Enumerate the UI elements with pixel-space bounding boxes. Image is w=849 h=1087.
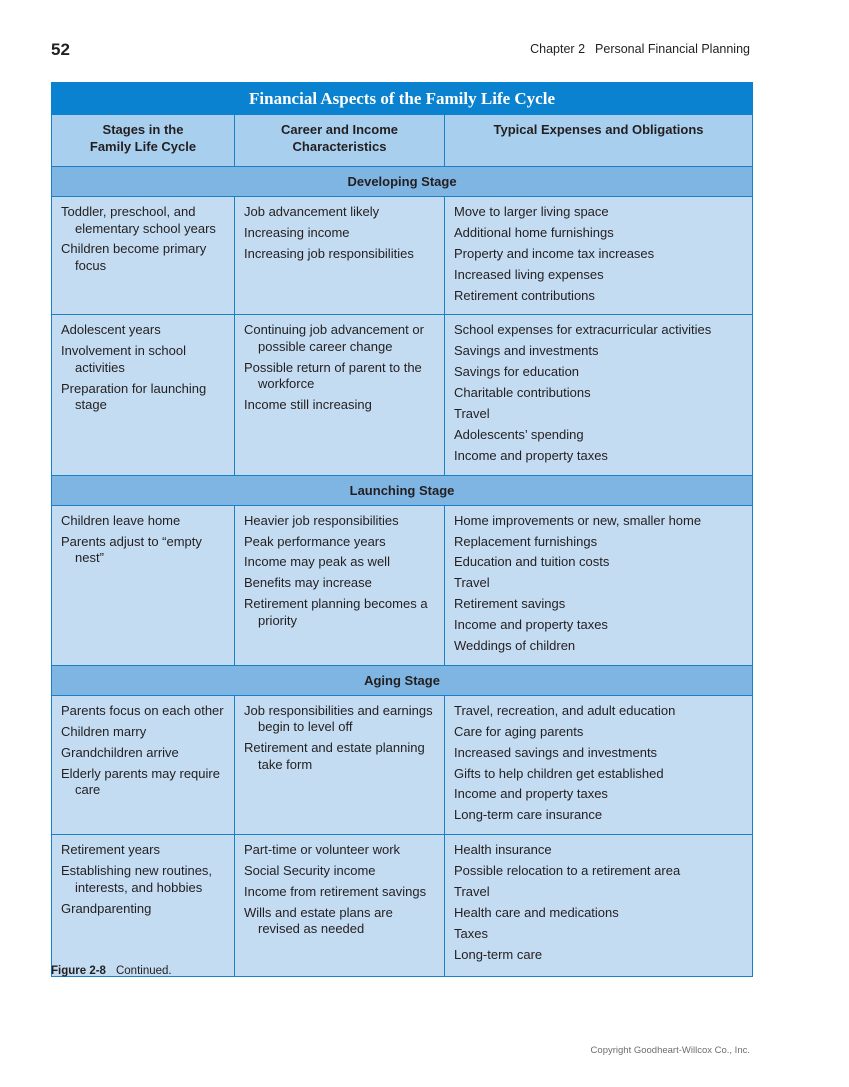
stage-cell bbox=[52, 695, 235, 834]
list-item: Establishing new routines, interests, and hobbies bbox=[61, 863, 213, 895]
figure-caption-text: Continued. bbox=[115, 965, 172, 977]
table-title: Financial Aspects of the Family Life Cycle bbox=[52, 83, 753, 115]
chapter-label: Chapter 2 bbox=[530, 42, 586, 56]
list-item: Care for aging parents bbox=[454, 723, 584, 739]
list-item: Taxes bbox=[454, 925, 488, 941]
list-item: Health care and medications bbox=[454, 904, 619, 920]
list-item: Adolescents’ spending bbox=[454, 426, 584, 442]
list-item: Involvement in school activities bbox=[61, 343, 187, 375]
list-item: Property and income tax increases bbox=[454, 245, 655, 261]
stage-header: Launching Stage bbox=[52, 475, 753, 505]
career-cell bbox=[235, 505, 445, 665]
stage-header: Aging Stage bbox=[52, 665, 753, 695]
list-item: Income still increasing bbox=[244, 397, 372, 413]
family-life-cycle-table bbox=[51, 82, 753, 977]
list-item: Education and tuition costs bbox=[454, 554, 610, 570]
list-item: Travel bbox=[454, 575, 490, 591]
column-header-line: Characteristics bbox=[292, 139, 387, 154]
list-item: Charitable contributions bbox=[454, 385, 591, 401]
list-item: Increasing income bbox=[244, 224, 350, 240]
career-cell bbox=[235, 835, 445, 977]
list-item: Parents focus on each other bbox=[61, 702, 224, 718]
list-item: Grandparenting bbox=[61, 900, 152, 916]
list-item: Retirement savings bbox=[454, 596, 566, 612]
page-number: 52 bbox=[51, 40, 70, 59]
column-header-row bbox=[52, 115, 753, 167]
column-header-line: Typical Expenses and Obligations bbox=[493, 122, 704, 137]
list-item: Part-time or volunteer work bbox=[244, 842, 401, 858]
expenses-cell bbox=[445, 315, 753, 475]
list-item: Possible relocation to a retirement area bbox=[454, 863, 681, 879]
list-item: Income and property taxes bbox=[454, 447, 608, 463]
stage-header-row bbox=[52, 475, 753, 505]
stage-cell bbox=[52, 835, 235, 977]
table-body bbox=[52, 167, 753, 977]
list-item: Children leave home bbox=[61, 512, 181, 528]
list-item: Preparation for launching stage bbox=[61, 380, 207, 413]
list-item: Replacement furnishings bbox=[454, 533, 598, 549]
list-item: Income and property taxes bbox=[454, 786, 608, 802]
list-item: Adolescent years bbox=[61, 322, 161, 338]
table-row bbox=[52, 835, 753, 977]
running-head bbox=[530, 42, 750, 56]
list-item: Gifts to help children get established bbox=[454, 765, 664, 781]
stage-cell bbox=[52, 315, 235, 475]
career-cell bbox=[235, 315, 445, 475]
list-item: Retirement and estate planning take form bbox=[244, 740, 425, 772]
chapter-title: Personal Financial Planning bbox=[595, 42, 750, 56]
figure-label: Figure 2-8 bbox=[51, 965, 106, 977]
list-item: Wills and estate plans are revised as needed bbox=[244, 904, 393, 937]
list-item: Long-term care insurance bbox=[454, 807, 603, 823]
column-header-stages bbox=[52, 115, 235, 167]
list-item: Elderly parents may require care bbox=[61, 765, 220, 798]
list-item: Savings for education bbox=[454, 364, 580, 380]
table-title-row bbox=[52, 83, 753, 115]
stage-cell bbox=[52, 505, 235, 665]
copyright-notice: Copyright Goodheart-Willcox Co., Inc. bbox=[590, 1045, 750, 1056]
column-header-expenses bbox=[445, 115, 753, 167]
stage-cell bbox=[52, 197, 235, 315]
table-row bbox=[52, 695, 753, 834]
list-item: Travel bbox=[454, 884, 490, 900]
list-item: Retirement years bbox=[61, 842, 160, 858]
list-item: Home improvements or new, smaller home bbox=[454, 512, 702, 528]
list-item: Peak performance years bbox=[244, 533, 386, 549]
list-item: Retirement planning becomes a priority bbox=[244, 596, 428, 628]
list-item: Increasing job responsibilities bbox=[244, 245, 414, 261]
stage-header-row bbox=[52, 167, 753, 197]
list-item: Savings and investments bbox=[454, 343, 599, 359]
column-header-line: Stages in the bbox=[102, 122, 184, 137]
list-item: Social Security income bbox=[244, 863, 376, 879]
expenses-cell bbox=[445, 197, 753, 315]
table-row bbox=[52, 505, 753, 665]
list-item: Income and property taxes bbox=[454, 617, 608, 633]
list-item: Job advancement likely bbox=[244, 204, 380, 219]
stage-header: Developing Stage bbox=[52, 167, 753, 197]
list-item: Income may peak as well bbox=[244, 554, 390, 570]
list-item: Health insurance bbox=[454, 842, 552, 858]
list-item: Travel bbox=[454, 406, 490, 422]
expenses-cell bbox=[445, 505, 753, 665]
expenses-cell bbox=[445, 835, 753, 977]
table-row bbox=[52, 197, 753, 315]
stage-header-row bbox=[52, 665, 753, 695]
list-item: Parents adjust to “empty nest” bbox=[61, 533, 202, 566]
expenses-cell bbox=[445, 695, 753, 834]
column-header-line: Family Life Cycle bbox=[89, 139, 197, 154]
list-item: Additional home furnishings bbox=[454, 224, 614, 240]
career-cell bbox=[235, 695, 445, 834]
list-item: Grandchildren arrive bbox=[61, 744, 179, 760]
list-item: Children become primary focus bbox=[61, 241, 207, 273]
career-cell bbox=[235, 197, 445, 315]
list-item: Move to larger living space bbox=[454, 204, 609, 219]
list-item: Possible return of parent to the workforce bbox=[244, 359, 422, 392]
list-item: Increased living expenses bbox=[454, 266, 604, 282]
list-item: Travel, recreation, and adult education bbox=[454, 702, 676, 718]
list-item: Toddler, preschool, and elementary school years bbox=[61, 204, 216, 236]
list-item: Continuing job advancement or possible career change bbox=[244, 322, 424, 354]
list-item: Retirement contributions bbox=[454, 287, 595, 303]
list-item: Long-term care bbox=[454, 946, 543, 962]
list-item: Benefits may increase bbox=[244, 575, 372, 591]
list-item: Weddings of children bbox=[454, 638, 576, 654]
column-header-line: Career and Income bbox=[280, 122, 399, 137]
list-item: Children marry bbox=[61, 723, 147, 739]
list-item: Income from retirement savings bbox=[244, 884, 427, 900]
list-item: Heavier job responsibilities bbox=[244, 512, 399, 528]
list-item: Increased savings and investments bbox=[454, 744, 658, 760]
list-item: Job responsibilities and earnings begin to level off bbox=[244, 702, 433, 735]
list-item: School expenses for extracurricular activities bbox=[454, 322, 712, 338]
table-row bbox=[52, 315, 753, 475]
column-header-career bbox=[235, 115, 445, 167]
figure-caption bbox=[51, 965, 172, 977]
